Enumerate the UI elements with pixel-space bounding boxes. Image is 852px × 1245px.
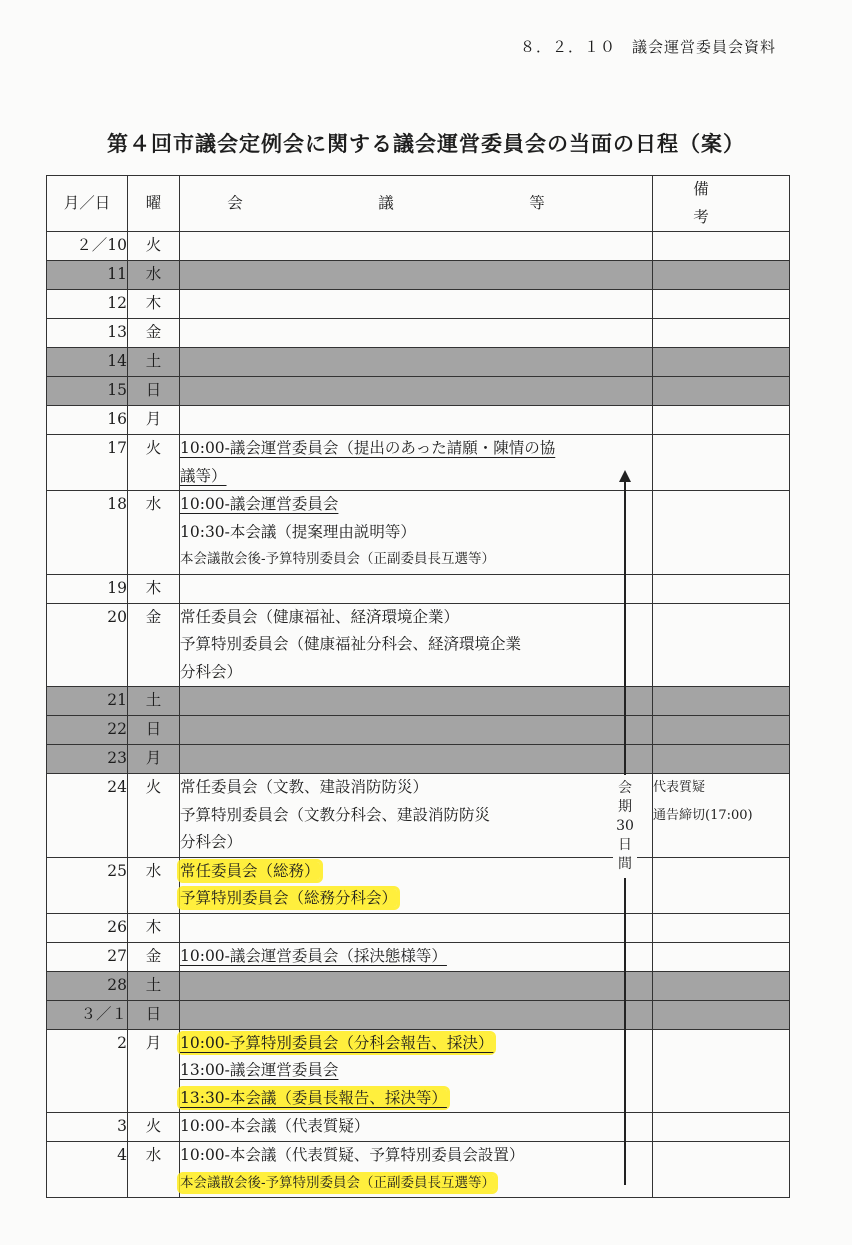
meeting-cell — [180, 745, 653, 774]
meeting-line — [180, 435, 652, 463]
table-row — [47, 1113, 790, 1142]
table-row — [47, 857, 790, 913]
meeting-cell — [180, 857, 653, 913]
weekday-cell: 日 — [128, 377, 180, 406]
meeting-cell — [180, 319, 653, 348]
meeting-line — [180, 943, 652, 971]
weekday-cell: 水 — [128, 857, 180, 913]
table-row — [47, 491, 790, 575]
weekday-cell: 火 — [128, 1113, 180, 1142]
note-cell — [653, 406, 790, 435]
date-cell: 19 — [47, 574, 128, 603]
meeting-text: 予算特別委員会（文教分科会、建設消防防災 — [180, 805, 491, 824]
date-cell: 14 — [47, 348, 128, 377]
document-reference: ８．２．１０ 議会運営委員会資料 — [519, 38, 776, 56]
meeting-cell — [180, 377, 653, 406]
table-row — [47, 774, 790, 858]
meeting-line — [180, 885, 652, 913]
note-cell — [653, 491, 790, 575]
meeting-line — [180, 1170, 652, 1198]
weekday-cell: 水 — [128, 491, 180, 575]
date-cell: 27 — [47, 942, 128, 971]
note-cell — [653, 261, 790, 290]
meeting-text: 常任委員会（健康福祉、経済環境企業） — [180, 607, 460, 626]
date-cell: 28 — [47, 971, 128, 1000]
meeting-text: 議等） — [180, 466, 227, 485]
note-cell — [653, 603, 790, 687]
weekday-cell: 木 — [128, 290, 180, 319]
meeting-line — [180, 1085, 652, 1113]
meeting-cell — [180, 687, 653, 716]
meeting-text: 常任委員会（総務） — [180, 861, 320, 880]
date-cell: 2 — [47, 1029, 128, 1113]
weekday-cell: 月 — [128, 1029, 180, 1113]
meeting-line — [180, 491, 652, 519]
table-row — [47, 232, 790, 261]
meeting-line — [180, 631, 652, 659]
table-row — [47, 1000, 790, 1029]
table-row — [47, 348, 790, 377]
meeting-text: 10:00-予算特別委員会（分科会報告、採決） — [180, 1033, 494, 1052]
date-cell: 13 — [47, 319, 128, 348]
table-row — [47, 1029, 790, 1113]
table-row — [47, 261, 790, 290]
table-row — [47, 406, 790, 435]
note-cell — [653, 1113, 790, 1142]
note-cell — [653, 971, 790, 1000]
meeting-line — [180, 1113, 652, 1141]
date-cell: 11 — [47, 261, 128, 290]
note-cell — [653, 716, 790, 745]
meeting-line — [180, 1057, 652, 1085]
table-row — [47, 971, 790, 1000]
weekday-cell: 火 — [128, 232, 180, 261]
meeting-text: 予算特別委員会（総務分科会） — [180, 889, 398, 907]
note-cell — [653, 745, 790, 774]
weekday-cell: 日 — [128, 716, 180, 745]
date-cell: 23 — [47, 745, 128, 774]
meeting-line — [180, 463, 652, 491]
date-cell: 4 — [47, 1142, 128, 1198]
table-row — [47, 603, 790, 687]
meeting-line — [180, 802, 652, 830]
table-header-row — [47, 176, 790, 232]
meeting-cell — [180, 1000, 653, 1029]
date-cell: 26 — [47, 913, 128, 942]
note-cell — [653, 857, 790, 913]
meeting-cell — [180, 913, 653, 942]
session-label-char: 会 — [618, 780, 632, 796]
weekday-cell: 火 — [128, 435, 180, 491]
table-row — [47, 716, 790, 745]
meeting-cell — [180, 1113, 653, 1142]
note-cell — [653, 377, 790, 406]
meeting-cell — [180, 942, 653, 971]
note-cell — [653, 1142, 790, 1198]
meeting-line — [180, 604, 652, 632]
date-cell: 24 — [47, 774, 128, 858]
meeting-text: 13:00-議会運営委員会 — [180, 1061, 339, 1079]
date-cell: 3 — [47, 1113, 128, 1142]
header-note: 備 考 — [653, 176, 790, 232]
session-label-char: 30 — [616, 818, 634, 834]
session-label-char: 日 — [618, 837, 632, 853]
table-row — [47, 319, 790, 348]
meeting-cell — [180, 232, 653, 261]
table-row — [47, 745, 790, 774]
meeting-line — [180, 659, 652, 687]
meeting-line — [180, 829, 652, 857]
meeting-text: 分科会） — [180, 833, 243, 851]
meeting-text: 常任委員会（文教、建設消防防災） — [180, 778, 429, 796]
schedule-table — [46, 175, 805, 1198]
note-cell — [653, 913, 790, 942]
meeting-line — [180, 774, 652, 802]
meeting-line — [180, 546, 652, 574]
date-cell: 21 — [47, 687, 128, 716]
meeting-text: 10:00-本会議（代表質疑） — [180, 1117, 370, 1135]
table-row — [47, 290, 790, 319]
meeting-text: 本会議散会後-予算特別委員会（正副委員長互選等） — [180, 551, 496, 567]
weekday-cell: 月 — [128, 745, 180, 774]
table-row — [47, 574, 790, 603]
weekday-cell: 木 — [128, 913, 180, 942]
meeting-cell — [180, 1142, 653, 1198]
meeting-cell — [180, 261, 653, 290]
weekday-cell: 木 — [128, 574, 180, 603]
date-cell: 18 — [47, 491, 128, 575]
date-cell: 16 — [47, 406, 128, 435]
note-line: 代表質疑 — [653, 780, 706, 795]
meeting-cell — [180, 603, 653, 687]
note-cell — [653, 435, 790, 491]
meeting-text: 10:30-本会議（提案理由説明等） — [180, 522, 416, 541]
date-cell: 15 — [47, 377, 128, 406]
meeting-cell — [180, 574, 653, 603]
note-cell — [653, 687, 790, 716]
weekday-cell: 土 — [128, 971, 180, 1000]
meeting-cell — [180, 491, 653, 575]
header-date: 月／日 — [47, 176, 128, 232]
meeting-text: 10:00-議会運営委員会（採決態様等） — [180, 946, 447, 965]
note-cell — [653, 774, 790, 858]
note-cell — [653, 319, 790, 348]
meeting-cell — [180, 1029, 653, 1113]
header-weekday: 曜 — [128, 176, 180, 232]
meeting-cell — [180, 435, 653, 491]
header-meeting: 会 議 等 — [180, 176, 653, 232]
table-row — [47, 913, 790, 942]
note-line: 通告締切(17:00) — [653, 807, 753, 823]
session-label-char: 間 — [618, 856, 632, 872]
weekday-cell: 火 — [128, 774, 180, 858]
session-label-char: 期 — [618, 799, 632, 815]
date-cell: ２／10 — [47, 232, 128, 261]
table-row — [47, 942, 790, 971]
weekday-cell: 月 — [128, 406, 180, 435]
date-cell: 25 — [47, 857, 128, 913]
meeting-line — [180, 1030, 652, 1058]
meeting-line — [180, 1142, 652, 1170]
weekday-cell: 金 — [128, 319, 180, 348]
meeting-cell — [180, 774, 653, 858]
meeting-text: 10:00-議会運営委員会 — [180, 495, 339, 513]
meeting-text: 10:00-本会議（代表質疑、予算特別委員会設置） — [180, 1146, 525, 1164]
note-cell — [653, 1000, 790, 1029]
note-cell — [653, 1029, 790, 1113]
note-cell — [653, 942, 790, 971]
meeting-cell — [180, 971, 653, 1000]
weekday-cell: 金 — [128, 603, 180, 687]
weekday-cell: 水 — [128, 1142, 180, 1198]
meeting-text: 予算特別委員会（健康福祉分科会、経済環境企業 — [180, 635, 522, 653]
meeting-line — [180, 858, 652, 886]
meeting-line — [180, 519, 652, 547]
date-cell: 22 — [47, 716, 128, 745]
meeting-cell — [180, 290, 653, 319]
document-title: 第４回市議会定例会に関する議会運営委員会の当面の日程（案） — [107, 132, 745, 156]
table-row — [47, 377, 790, 406]
schedule-body — [47, 232, 790, 1198]
note-cell — [653, 574, 790, 603]
weekday-cell: 水 — [128, 261, 180, 290]
weekday-cell: 土 — [128, 348, 180, 377]
meeting-text: 本会議散会後-予算特別委員会（正副委員長互選等） — [180, 1174, 496, 1191]
meeting-text: 13:30-本会議（委員長報告、採決等） — [180, 1088, 447, 1107]
date-cell: 12 — [47, 290, 128, 319]
meeting-text: 10:00-議会運営委員会（提出のあった請願・陳情の協 — [180, 439, 556, 457]
note-cell — [653, 290, 790, 319]
table-row — [47, 687, 790, 716]
meeting-text: 分科会） — [180, 662, 243, 681]
date-cell: 17 — [47, 435, 128, 491]
note-cell — [653, 232, 790, 261]
date-cell: ３／１ — [47, 1000, 128, 1029]
meeting-cell — [180, 716, 653, 745]
weekday-cell: 金 — [128, 942, 180, 971]
note-cell — [653, 348, 790, 377]
meeting-cell — [180, 406, 653, 435]
weekday-cell: 日 — [128, 1000, 180, 1029]
table-row — [47, 1142, 790, 1198]
date-cell: 20 — [47, 603, 128, 687]
table-row — [47, 435, 790, 491]
weekday-cell: 土 — [128, 687, 180, 716]
meeting-cell — [180, 348, 653, 377]
